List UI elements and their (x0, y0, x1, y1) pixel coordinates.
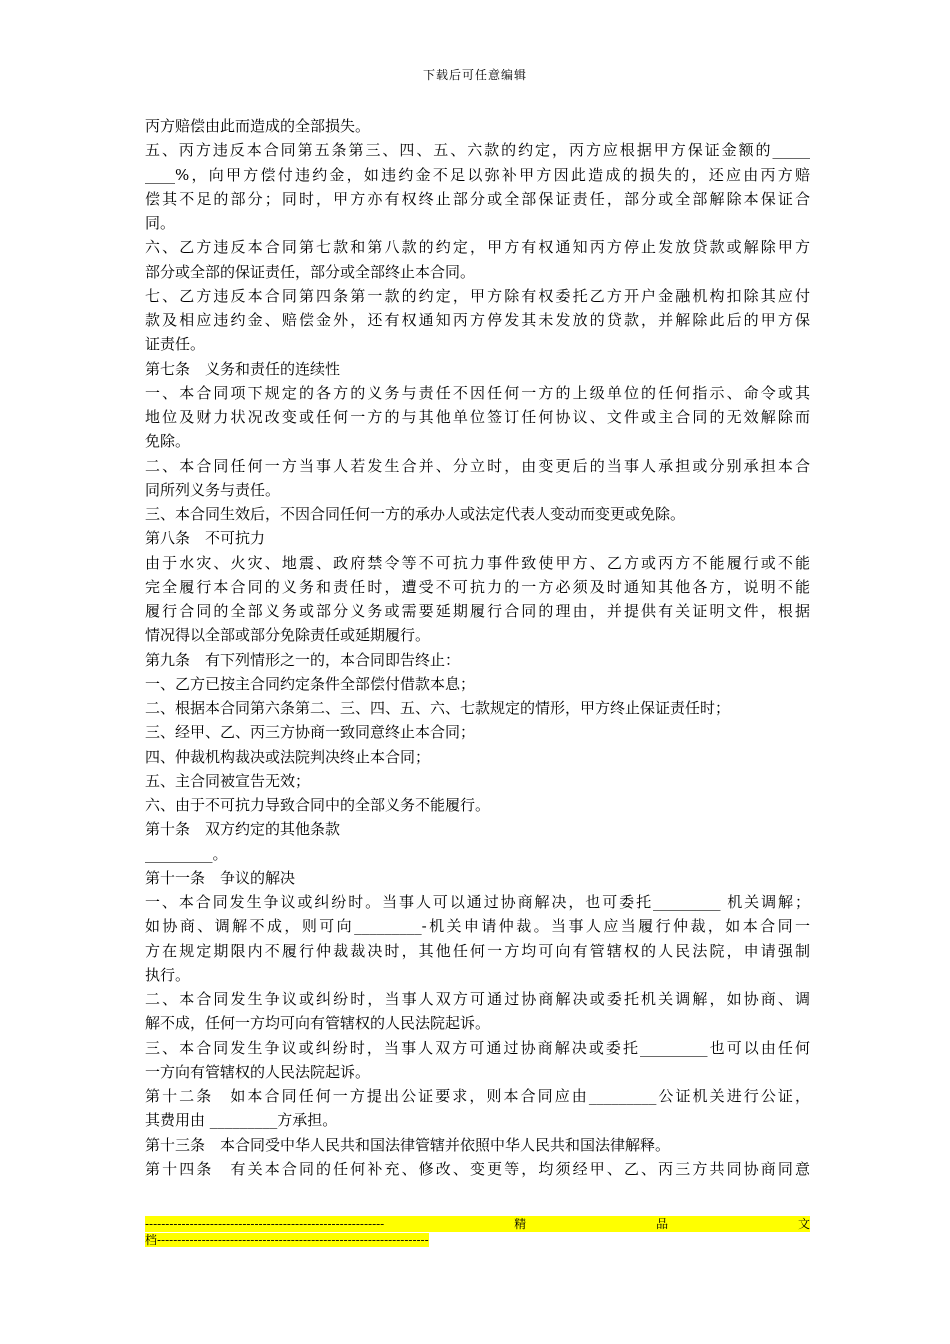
text-line: 三、本合同生效后，不因合同任何一方的承办人或法定代表人变动而变更或免除。 (145, 505, 686, 523)
text-line: 方在规定期限内不履行仲裁裁决时，其他任何一方均可向有管辖权的人民法院，申请强制 (145, 941, 810, 960)
text-line: 一、本合同发生争议或纠纷时。当事人可以通过协商解决，也可委托_________ 机关调解； (145, 893, 810, 911)
section-heading: 第十四条 有关本合同的任何补充、修改、变更等，均须经甲、乙、丙三方共同协商同意 (145, 1159, 810, 1178)
section-heading: 第九条 有下列情形之一的，本合同即告终止： (145, 650, 461, 669)
text-line: 一、本合同项下规定的各方的义务与责任不因任何一方的上级单位的任何指示、命令或其 (145, 383, 810, 402)
section-heading: 第十一条 争议的解决 (145, 868, 296, 887)
footer-char: 品 (656, 1217, 669, 1231)
text-line: 二、本合同发生争议或纠纷时，当事人双方可通过协商解决或委托机关调解，如协商、调 (145, 990, 810, 1008)
section-heading: 第十三条 本合同受中华人民共和国法律管辖并依照中华人民共和国法律解释。 (145, 1135, 671, 1154)
text-line: 三、本合同发生争议或纠纷时，当事人双方可通过协商解决或委托_________也可以由任何 (145, 1038, 810, 1057)
text-line: 二、本合同任何一方当事人若发生合并、分立时，由变更后的当事人承担或分别承担本合 (145, 456, 810, 475)
text-line: 情况得以全部或部分免除责任或延期履行。 (145, 626, 431, 645)
text-line: 五、丙方违反本合同第五条第三、四、五、六款的约定，丙方应根据甲方保证金额的_____ (145, 141, 810, 160)
text-line: 完全履行本合同的义务和责任时，遭受不可抗力的一方必须及时通知其他各方，说明不能 (145, 577, 810, 596)
footer-watermark-line (145, 1216, 810, 1232)
text-line: 同所列义务与责任。 (145, 480, 281, 499)
document-body (145, 114, 810, 1181)
footer-char: 精 (514, 1217, 527, 1231)
text-line: 如协商、调解不成，则可向_________-机关申请仲裁。当事人应当履行仲裁，如本合同一 (145, 917, 810, 936)
section-heading: 第十条 双方约定的其他条款 (145, 820, 341, 839)
text-line: _________。 (145, 844, 228, 863)
text-line: 证责任。 (145, 335, 206, 354)
text-line: 履行合同的全部义务或部分义务或需要延期履行合同的理由，并提供有关证明文件，根据 (145, 602, 810, 620)
text-line: 部分或全部的保证责任，部分或全部终止本合同。 (145, 262, 476, 281)
text-line: 六、乙方违反本合同第七款和第八款的约定，甲方有权通知丙方停止发放贷款或解除甲方 (145, 238, 810, 257)
text-line: 三、经甲、乙、丙三方协商一致同意终止本合同； (145, 723, 476, 742)
section-heading: 第八条 不可抗力 (145, 529, 266, 548)
page-footer (145, 1216, 810, 1248)
text-line: 七、乙方违反本合同第四条第一款的约定，甲方除有权委托乙方开户金融机构扣除其应付 (145, 286, 810, 305)
text-line: 执行。 (145, 965, 191, 984)
text-line: 其费用由 _________方承担。 (145, 1111, 338, 1130)
footer-dashes: 档------------------------------------------------------------------- (145, 1233, 429, 1247)
text-line: 免除。 (145, 432, 191, 451)
footer-char: 文 (797, 1217, 810, 1231)
text-line: 二、根据本合同第六条第二、三、四、五、六、七款规定的情形，甲方终止保证责任时； (145, 699, 731, 717)
text-line: ____%，向甲方偿付违约金，如违约金不足以弥补甲方因此造成的损失的，还应由丙方赔 (145, 165, 810, 184)
text-line: 偿其不足的部分；同时，甲方亦有权终止部分或全部保证责任，部分或全部解除本保证合 (145, 189, 810, 208)
text-line: 六、由于不可抗力导致合同中的全部义务不能履行。 (145, 796, 491, 814)
text-line: 同。 (145, 214, 176, 232)
section-heading: 第七条 义务和责任的连续性 (145, 359, 341, 378)
text-line: 五、主合同被宣告无效； (145, 771, 311, 790)
text-line: 一、乙方已按主合同约定条件全部偿付借款本息； (145, 674, 476, 693)
text-line: 由于水灾、火灾、地震、政府禁令等不可抗力事件致使甲方、乙方或丙方不能履行或不能 (145, 553, 810, 572)
text-line: 一方向有管辖权的人民法院起诉。 (145, 1062, 371, 1081)
text-line: 解不成，任何一方均可向有管辖权的人民法院起诉。 (145, 1014, 491, 1033)
text-line: 款及相应违约金、赔偿金外，还有权通知丙方停发其未发放的贷款，并解除此后的甲方保 (145, 311, 810, 329)
text-line: 地位及财力状况改变或任何一方的与其他单位签订任何协议、文件或主合同的无效解除而 (145, 408, 810, 426)
footer-watermark-line (145, 1232, 810, 1248)
text-line: 四、仲裁机构裁决或法院判决终止本合同； (145, 747, 431, 766)
footer-dashes: ----------------------------------------------------------- (145, 1217, 385, 1231)
text-line: 第十二条 如本合同任何一方提出公证要求，则本合同应由_________公证机关进行公证， (145, 1087, 810, 1105)
text-line: 丙方赔偿由此而造成的全部损失。 (145, 117, 371, 135)
page-header: 下载后可任意编辑 (422, 68, 527, 82)
